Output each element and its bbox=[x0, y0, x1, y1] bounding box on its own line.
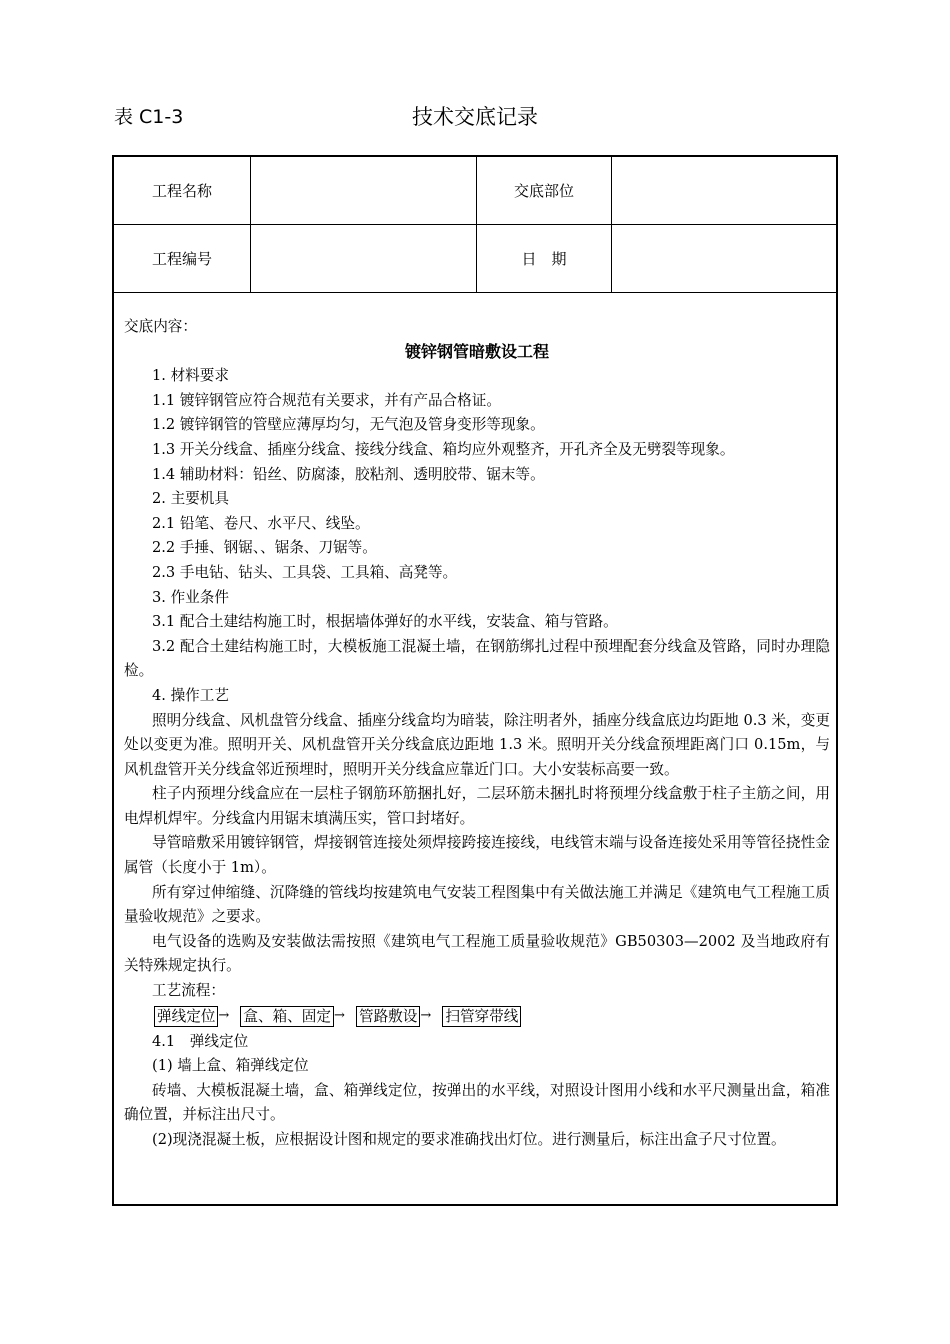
project-no-label: 工程编号 bbox=[114, 225, 251, 292]
date-label: 日 期 bbox=[477, 225, 612, 292]
paragraph: 柱子内预埋分线盒应在一层柱子钢筋环筋捆扎好，二层环筋未捆扎时将预埋分线盒敷于柱子主筋之间，用电焊机焊牢。分线盒内用锯末填满压实，管口封堵好。 bbox=[124, 785, 830, 827]
list-item: 3.2 配合土建结构施工时，大模板施工混凝土墙，在钢筋绑扎过程中预埋配套分线盒及管路，同时办理隐检。 bbox=[124, 637, 830, 680]
section-heading: 4.1 弹线定位 bbox=[152, 1032, 249, 1050]
list-item: 2.1 铅笔、卷尺、水平尺、线坠。 bbox=[152, 514, 370, 532]
flow-label: 工艺流程： bbox=[152, 982, 225, 1000]
paragraph: 所有穿过伸缩缝、沉降缝的管线均按建筑电气安装工程图集中有关做法施工并满足《建筑电气工程施工质量验收规范》之要求。 bbox=[124, 883, 830, 926]
title-text: 技术交底记录 bbox=[412, 105, 538, 129]
section-heading: 4. 操作工艺 bbox=[152, 686, 229, 704]
handover-part-label: 交底部位 bbox=[477, 157, 612, 224]
form-code: 表 C1-3 bbox=[114, 106, 184, 128]
date-value[interactable] bbox=[612, 225, 836, 292]
list-item: 2.3 手电钻、钻头、工具袋、工具箱、高凳等。 bbox=[152, 563, 458, 581]
project-name-label: 工程名称 bbox=[114, 157, 251, 224]
list-item: 1.4 辅助材料：铅丝、防腐漆，胶粘剂、透明胶带、锯末等。 bbox=[152, 465, 545, 483]
handover-part-value[interactable] bbox=[612, 157, 836, 224]
handover-content bbox=[124, 315, 830, 1153]
list-item: 2.2 手捶、钢锯、、锯条、刀锯等。 bbox=[152, 539, 377, 557]
paragraph: 照明分线盒、风机盘管分线盒、插座分线盒均为暗装，除注明者外，插座分线盒底边均距地 0.3 米，变更处以变更为准。照明开关、风机盘管开关分线盒底边距地 1.3 米。照明开关分线盒预埋距离门口 0.15m，与风机盘管开关分线盒邻近预埋时，照明开关分线盒应靠近门口。大小安装标高要一致。 bbox=[124, 711, 830, 778]
flow-step: 盒、箱、固定 bbox=[240, 1006, 334, 1027]
content-subtitle: 镀锌钢管暗敷设工程 bbox=[404, 341, 549, 361]
project-no-value[interactable] bbox=[251, 225, 477, 292]
list-item: 1.2 镀锌钢管的管壁应薄厚均匀，无气泡及管身变形等现象。 bbox=[152, 416, 545, 434]
list-item: 1.1 镀锌钢管应符合规范有关要求，并有产品合格证。 bbox=[152, 391, 501, 409]
arrow-right-icon: → bbox=[420, 1008, 432, 1024]
flow-step: 弹线定位 bbox=[154, 1006, 218, 1027]
process-flow bbox=[124, 1004, 830, 1030]
record-form bbox=[112, 155, 838, 1206]
flow-step: 管路敷设 bbox=[356, 1006, 420, 1027]
paragraph: 导管暗敷采用镀锌钢管，焊接钢管连接处须焊接跨接连接线，电线管末端与设备连接处采用等管径挠性金属管（长度小于 1m）。 bbox=[124, 834, 830, 877]
content-label: 交底内容： bbox=[124, 318, 197, 335]
arrow-right-icon: → bbox=[333, 1008, 345, 1024]
section-heading: 1. 材料要求 bbox=[152, 367, 229, 385]
project-name-value[interactable] bbox=[251, 157, 477, 224]
list-item: 1.3 开关分线盒、插座分线盒、接线分线盒、箱均应外观整齐，开孔齐全及无劈裂等现象。 bbox=[152, 440, 735, 458]
list-item: 3.1 配合土建结构施工时，根据墙体弹好的水平线，安装盒、箱与管路。 bbox=[152, 613, 618, 631]
paragraph: 砖墙、大模板混凝土墙，盒、箱弹线定位，按弹出的水平线，对照设计图用小线和水平尺测量出盒，箱准确位置，并标注出尺寸。 bbox=[124, 1081, 830, 1124]
flow-step: 扫管穿带线 bbox=[442, 1006, 521, 1027]
paragraph: 电气设备的选购及安装做法需按照《建筑电气工程施工质量验收规范》GB50303—2002 及当地政府有关特殊规定执行。 bbox=[124, 932, 830, 975]
section-heading: 3. 作业条件 bbox=[152, 588, 229, 606]
document-title bbox=[0, 101, 950, 131]
info-row-2 bbox=[114, 225, 836, 293]
arrow-right-icon: → bbox=[218, 1008, 230, 1024]
info-row-1 bbox=[114, 157, 836, 225]
section-heading: 2. 主要机具 bbox=[152, 490, 229, 508]
sub-heading: (1) 墙上盒、箱弹线定位 bbox=[152, 1057, 309, 1075]
paragraph: (2)现浇混凝土板，应根据设计图和规定的要求准确找出灯位。进行测量后，标注出盒子尺寸位置。 bbox=[152, 1131, 786, 1148]
